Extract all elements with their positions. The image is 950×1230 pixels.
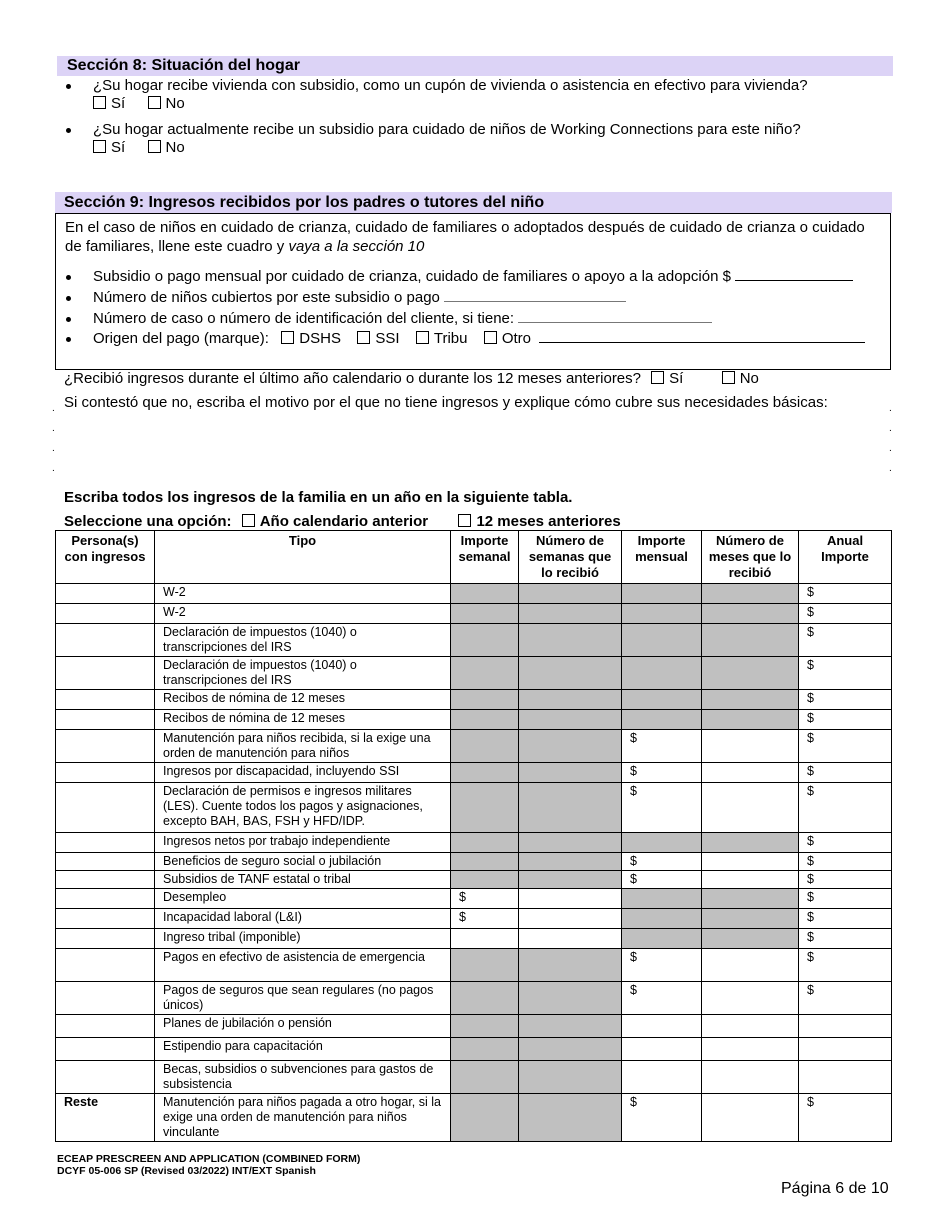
person-cell[interactable] <box>56 730 155 763</box>
weeks-count-cell[interactable] <box>519 604 622 624</box>
twelve-months-label: 12 meses anteriores <box>476 513 621 530</box>
weekly-amount-cell[interactable] <box>451 690 519 710</box>
weekly-amount-cell[interactable] <box>451 763 519 783</box>
annual-amount-cell[interactable]: $ <box>799 982 892 1015</box>
housing-yes-checkbox[interactable] <box>93 96 106 109</box>
type-cell: Incapacidad laboral (L&I) <box>155 909 451 929</box>
foster-subsidy-row <box>93 268 883 286</box>
income-no-label: No <box>739 370 759 387</box>
person-cell[interactable] <box>56 783 155 833</box>
table-row <box>56 853 892 871</box>
twelve-months-checkbox[interactable] <box>458 514 471 527</box>
weekly-amount-cell[interactable] <box>451 853 519 871</box>
col-header-type: Tipo <box>155 531 451 584</box>
person-cell[interactable] <box>56 982 155 1015</box>
annual-amount-cell[interactable] <box>799 1061 892 1094</box>
monthly-amount-cell[interactable]: $ <box>622 949 702 982</box>
col-header-weeks: Número de semanas que lo recibió <box>519 531 622 584</box>
type-cell: Recibos de nómina de 12 meses <box>155 710 451 730</box>
weekly-amount-cell[interactable] <box>451 871 519 889</box>
weekly-amount-cell[interactable] <box>451 710 519 730</box>
col-header-person: Persona(s) con ingresos <box>56 531 155 584</box>
type-cell: Manutención para niños pagada a otro hogar, si la exige una orden de manutención para niños vinculante <box>155 1094 451 1142</box>
months-count-cell[interactable] <box>702 604 799 624</box>
months-count-cell[interactable] <box>702 657 799 690</box>
case-number-row <box>93 310 883 328</box>
table-row <box>56 833 892 853</box>
monthly-amount-cell[interactable]: $ <box>622 982 702 1015</box>
annual-amount-cell[interactable]: $ <box>799 853 892 871</box>
weekly-amount-cell[interactable] <box>451 929 519 949</box>
monthly-amount-cell[interactable] <box>622 584 702 604</box>
weekly-amount-cell[interactable] <box>451 1061 519 1094</box>
type-cell: W-2 <box>155 604 451 624</box>
table-row <box>56 783 892 833</box>
otro-checkbox[interactable] <box>484 331 497 344</box>
type-cell: Ingresos netos por trabajo independiente <box>155 833 451 853</box>
person-cell[interactable] <box>56 604 155 624</box>
person-cell[interactable] <box>56 710 155 730</box>
form-number-footer: DCYF 05-006 SP (Revised 03/2022) INT/EXT Spanish <box>57 1165 316 1177</box>
table-row <box>56 604 892 624</box>
ssi-checkbox[interactable] <box>357 331 370 344</box>
income-question: ¿Recibió ingresos durante el último año calendario o durante los 12 meses anteriores? <box>64 370 641 387</box>
section-8-question-2 <box>93 121 893 157</box>
children-covered-input[interactable] <box>444 301 626 302</box>
bullet-dot <box>66 317 71 322</box>
type-cell: Declaración de permisos e ingresos militares (LES). Cuente todos los pagos y asignaciones, excepto BAH, BAS, FSH y HFD/IDP. <box>155 783 451 833</box>
table-row <box>56 1015 892 1038</box>
no-income-instructions: Si contestó que no, escriba el motivo por el que no tiene ingresos y explique cómo cubre sus necesidades básicas: <box>64 394 828 411</box>
section-9-title: Sección 9: Ingresos recibidos por los padres o tutores del niño <box>64 194 545 211</box>
annual-amount-cell[interactable] <box>799 1038 892 1061</box>
type-cell: Manutención para niños recibida, si la exige una orden de manutención para niños <box>155 730 451 763</box>
type-cell: Becas, subsidios o subvenciones para gastos de subsistencia <box>155 1061 451 1094</box>
income-yes-label: Sí <box>669 370 684 387</box>
months-count-cell[interactable] <box>702 1094 799 1142</box>
bullet-dot <box>66 128 71 133</box>
monthly-amount-cell[interactable]: $ <box>622 730 702 763</box>
table-row <box>56 730 892 763</box>
weeks-count-cell[interactable] <box>519 783 622 833</box>
weeks-count-cell[interactable] <box>519 833 622 853</box>
months-count-cell[interactable] <box>702 624 799 657</box>
weeks-count-cell[interactable] <box>519 949 622 982</box>
bullet-dot <box>66 275 71 280</box>
dshs-checkbox[interactable] <box>281 331 294 344</box>
monthly-amount-cell[interactable] <box>622 1038 702 1061</box>
income-no-checkbox[interactable] <box>722 371 735 384</box>
months-count-cell[interactable] <box>702 690 799 710</box>
table-row <box>56 1094 892 1142</box>
payment-source-row <box>93 330 883 348</box>
type-cell: Ingreso tribal (imponible) <box>155 929 451 949</box>
person-cell[interactable] <box>56 929 155 949</box>
weeks-count-cell[interactable] <box>519 929 622 949</box>
case-number-label: Número de caso o número de identificación del cliente, si tiene: <box>93 310 515 327</box>
page-number: Página 6 de 10 <box>781 1180 889 1197</box>
annual-amount-cell[interactable]: $ <box>799 1094 892 1142</box>
months-count-cell[interactable] <box>702 982 799 1015</box>
monthly-amount-cell[interactable] <box>622 909 702 929</box>
left-dots: . . . . <box>52 403 55 474</box>
type-cell: W-2 <box>155 584 451 604</box>
person-cell[interactable] <box>56 853 155 871</box>
annual-amount-cell[interactable]: $ <box>799 584 892 604</box>
col-header-monthly: Importe mensual <box>622 531 702 584</box>
table-row <box>56 929 892 949</box>
type-cell: Ingresos por discapacidad, incluyendo SSI <box>155 763 451 783</box>
months-count-cell[interactable] <box>702 833 799 853</box>
annual-amount-cell[interactable]: $ <box>799 624 892 657</box>
otro-input[interactable] <box>539 342 865 343</box>
annual-amount-cell[interactable]: $ <box>799 604 892 624</box>
housing-no-checkbox[interactable] <box>148 96 161 109</box>
weeks-count-cell[interactable] <box>519 1094 622 1142</box>
no-income-explanation-field[interactable] <box>55 412 893 480</box>
monthly-amount-cell[interactable] <box>622 710 702 730</box>
weekly-amount-cell[interactable] <box>451 730 519 763</box>
table-row <box>56 690 892 710</box>
col-header-weekly: Importe semanal <box>451 531 519 584</box>
childcare-no-checkbox[interactable] <box>148 140 161 153</box>
type-cell: Pagos en efectivo de asistencia de emergencia <box>155 949 451 982</box>
table-row <box>56 1061 892 1094</box>
person-cell[interactable] <box>56 657 155 690</box>
calendar-year-label: Año calendario anterior <box>259 513 429 530</box>
weeks-count-cell[interactable] <box>519 690 622 710</box>
tribu-label: Tribu <box>433 330 468 347</box>
weekly-amount-cell[interactable] <box>451 1038 519 1061</box>
col-header-months: Número de meses que lo recibió <box>702 531 799 584</box>
weekly-amount-cell[interactable] <box>451 657 519 690</box>
person-cell[interactable] <box>56 1061 155 1094</box>
weeks-count-cell[interactable] <box>519 1061 622 1094</box>
monthly-amount-cell[interactable] <box>622 690 702 710</box>
monthly-amount-cell[interactable] <box>622 604 702 624</box>
foster-care-intro-text: En el caso de niños en cuidado de crianza, cuidado de familiares o adoptados después de cuidado de crianza o cuidado de familiares, llene este cuadro y <box>65 219 865 255</box>
weeks-count-cell[interactable] <box>519 1015 622 1038</box>
weeks-count-cell[interactable] <box>519 853 622 871</box>
annual-amount-cell[interactable]: $ <box>799 949 892 982</box>
annual-amount-cell[interactable]: $ <box>799 871 892 889</box>
weekly-amount-cell[interactable]: $ <box>451 909 519 929</box>
table-row <box>56 889 892 909</box>
weekly-amount-cell[interactable] <box>451 1015 519 1038</box>
childcare-subsidy-question: ¿Su hogar actualmente recibe un subsidio para cuidado de niños de Working Connections para este niño? <box>93 121 801 138</box>
months-count-cell[interactable] <box>702 871 799 889</box>
monthly-amount-cell[interactable]: $ <box>622 783 702 833</box>
weeks-count-cell[interactable] <box>519 871 622 889</box>
children-covered-row <box>93 289 883 307</box>
housing-subsidy-question: ¿Su hogar recibe vivienda con subsidio, como un cupón de vivienda o asistencia en efectivo para vivienda? <box>93 77 808 94</box>
person-cell[interactable] <box>56 1015 155 1038</box>
case-number-input[interactable] <box>518 322 712 323</box>
months-count-cell[interactable] <box>702 909 799 929</box>
childcare-yes-label: Sí <box>111 139 126 156</box>
person-cell[interactable] <box>56 1038 155 1061</box>
person-cell[interactable] <box>56 949 155 982</box>
table-row <box>56 949 892 982</box>
type-cell: Declaración de impuestos (1040) o transcripciones del IRS <box>155 657 451 690</box>
type-cell: Estipendio para capacitación <box>155 1038 451 1061</box>
weeks-count-cell[interactable] <box>519 584 622 604</box>
weeks-count-cell[interactable] <box>519 763 622 783</box>
foster-care-intro-italic: vaya a la sección 10 <box>288 238 425 255</box>
monthly-amount-cell[interactable]: $ <box>622 1094 702 1142</box>
months-count-cell[interactable] <box>702 853 799 871</box>
person-cell[interactable] <box>56 871 155 889</box>
person-cell[interactable] <box>56 584 155 604</box>
annual-amount-cell[interactable]: $ <box>799 730 892 763</box>
table-row <box>56 1038 892 1061</box>
table-row <box>56 624 892 657</box>
table-row <box>56 657 892 690</box>
weeks-count-cell[interactable] <box>519 982 622 1015</box>
monthly-amount-cell[interactable]: $ <box>622 853 702 871</box>
ssi-label: SSI <box>375 330 400 347</box>
right-dots: . . . . <box>889 403 892 474</box>
months-count-cell[interactable] <box>702 730 799 763</box>
weekly-amount-cell[interactable] <box>451 1094 519 1142</box>
childcare-no-label: No <box>165 139 185 156</box>
monthly-amount-cell[interactable] <box>622 657 702 690</box>
type-cell: Declaración de impuestos (1040) o transcripciones del IRS <box>155 624 451 657</box>
months-count-cell[interactable] <box>702 584 799 604</box>
table-row <box>56 982 892 1015</box>
calendar-year-checkbox[interactable] <box>242 514 255 527</box>
type-cell: Recibos de nómina de 12 meses <box>155 690 451 710</box>
weeks-count-cell[interactable] <box>519 730 622 763</box>
months-count-cell[interactable] <box>702 949 799 982</box>
person-cell[interactable] <box>56 624 155 657</box>
dshs-label: DSHS <box>299 330 341 347</box>
months-count-cell[interactable] <box>702 1061 799 1094</box>
payment-source-label: Origen del pago (marque): <box>93 330 269 347</box>
months-count-cell[interactable] <box>702 1015 799 1038</box>
income-table <box>55 530 892 1142</box>
weeks-count-cell[interactable] <box>519 624 622 657</box>
annual-amount-cell[interactable]: $ <box>799 833 892 853</box>
bullet-dot <box>66 296 71 301</box>
person-cell[interactable] <box>56 763 155 783</box>
weekly-amount-cell[interactable] <box>451 949 519 982</box>
months-count-cell[interactable] <box>702 783 799 833</box>
housing-yes-label: Sí <box>111 95 126 112</box>
weeks-count-cell[interactable] <box>519 889 622 909</box>
monthly-amount-cell[interactable] <box>622 929 702 949</box>
annual-amount-cell[interactable]: $ <box>799 690 892 710</box>
months-count-cell[interactable] <box>702 710 799 730</box>
person-cell[interactable]: Reste <box>56 1094 155 1142</box>
type-cell: Desempleo <box>155 889 451 909</box>
foster-care-box <box>55 213 891 370</box>
person-cell[interactable] <box>56 889 155 909</box>
monthly-amount-cell[interactable] <box>622 833 702 853</box>
monthly-amount-cell[interactable] <box>622 1061 702 1094</box>
income-question-row <box>64 370 894 388</box>
annual-amount-cell[interactable] <box>799 1015 892 1038</box>
col-header-annual: Anual Importe <box>799 531 892 584</box>
children-covered-label: Número de niños cubiertos por este subsidio o pago <box>93 289 440 306</box>
type-cell: Planes de jubilación o pensión <box>155 1015 451 1038</box>
tribu-checkbox[interactable] <box>416 331 429 344</box>
housing-no-label: No <box>165 95 185 112</box>
income-yes-checkbox[interactable] <box>651 371 664 384</box>
otro-label: Otro <box>501 330 531 347</box>
weekly-amount-cell[interactable] <box>451 604 519 624</box>
months-count-cell[interactable] <box>702 763 799 783</box>
section-8-header <box>57 56 893 76</box>
type-cell: Subsidios de TANF estatal o tribal <box>155 871 451 889</box>
weeks-count-cell[interactable] <box>519 657 622 690</box>
weekly-amount-cell[interactable]: $ <box>451 889 519 909</box>
table-row <box>56 710 892 730</box>
type-cell: Beneficios de seguro social o jubilación <box>155 853 451 871</box>
person-cell[interactable] <box>56 833 155 853</box>
section-8-question-1 <box>93 77 893 113</box>
form-title-footer: ECEAP PRESCREEN AND APPLICATION (COMBINED FORM) <box>57 1153 361 1165</box>
table-header-row <box>56 531 892 584</box>
weekly-amount-cell[interactable] <box>451 833 519 853</box>
annual-amount-cell[interactable]: $ <box>799 763 892 783</box>
weeks-count-cell[interactable] <box>519 1038 622 1061</box>
type-cell: Pagos de seguros que sean regulares (no pagos únicos) <box>155 982 451 1015</box>
bullet-dot <box>66 84 71 89</box>
months-count-cell[interactable] <box>702 889 799 909</box>
period-select-row <box>64 513 621 531</box>
annual-amount-cell[interactable]: $ <box>799 889 892 909</box>
person-cell[interactable] <box>56 690 155 710</box>
annual-amount-cell[interactable]: $ <box>799 710 892 730</box>
table-row <box>56 763 892 783</box>
annual-amount-cell[interactable]: $ <box>799 783 892 833</box>
foster-care-intro <box>65 218 880 256</box>
bullet-dot <box>66 337 71 342</box>
foster-subsidy-input[interactable] <box>735 280 853 281</box>
table-row <box>56 871 892 889</box>
weekly-amount-cell[interactable] <box>451 982 519 1015</box>
weekly-amount-cell[interactable] <box>451 624 519 657</box>
annual-amount-cell[interactable]: $ <box>799 929 892 949</box>
foster-subsidy-label: Subsidio o pago mensual por cuidado de crianza, cuidado de familiares o apoyo a la adopción $ <box>93 268 731 285</box>
section-9-header <box>55 192 892 213</box>
weekly-amount-cell[interactable] <box>451 783 519 833</box>
weeks-count-cell[interactable] <box>519 710 622 730</box>
monthly-amount-cell[interactable] <box>622 889 702 909</box>
childcare-yes-checkbox[interactable] <box>93 140 106 153</box>
months-count-cell[interactable] <box>702 1038 799 1061</box>
table-row <box>56 584 892 604</box>
monthly-amount-cell[interactable]: $ <box>622 871 702 889</box>
annual-amount-cell[interactable]: $ <box>799 657 892 690</box>
section-8-title: Sección 8: Situación del hogar <box>67 57 300 74</box>
period-select-label: Seleccione una opción: <box>64 513 232 530</box>
monthly-amount-cell[interactable] <box>622 624 702 657</box>
weekly-amount-cell[interactable] <box>451 584 519 604</box>
annual-amount-cell[interactable]: $ <box>799 909 892 929</box>
months-count-cell[interactable] <box>702 929 799 949</box>
monthly-amount-cell[interactable]: $ <box>622 763 702 783</box>
table-intro: Escriba todos los ingresos de la familia en un año en la siguiente tabla. <box>64 489 573 506</box>
table-row <box>56 909 892 929</box>
weeks-count-cell[interactable] <box>519 909 622 929</box>
person-cell[interactable] <box>56 909 155 929</box>
monthly-amount-cell[interactable] <box>622 1015 702 1038</box>
